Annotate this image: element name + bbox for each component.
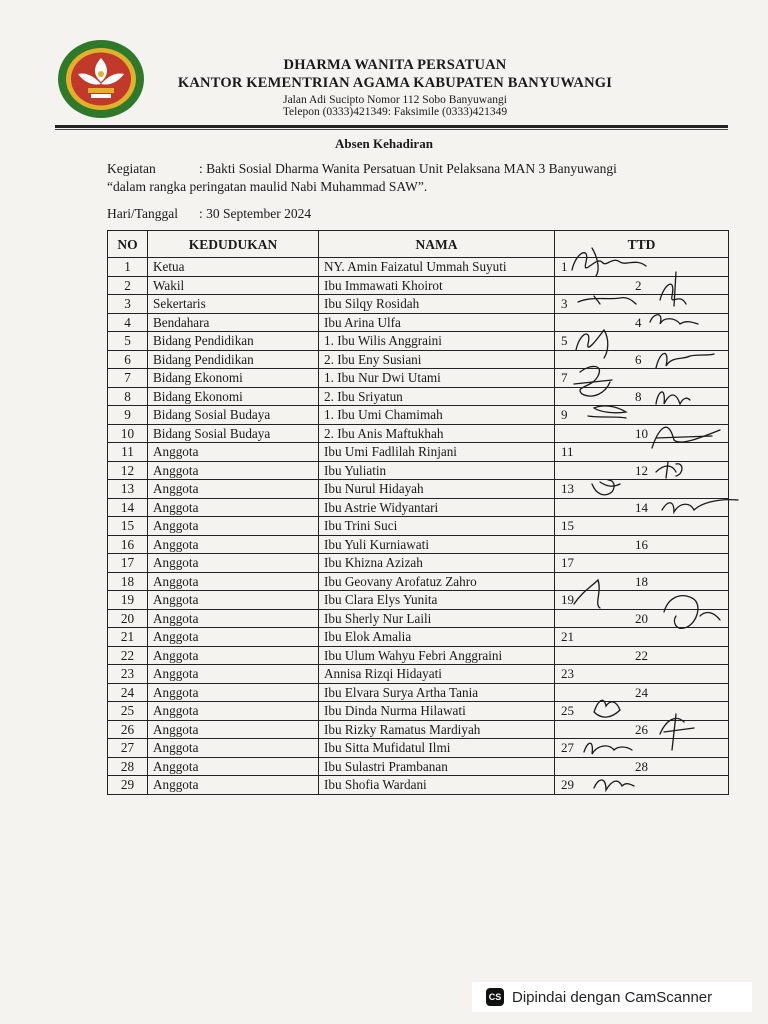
row-nama: Ibu Rizky Ramatus Mardiyah [319,720,555,739]
date-value: : 30 September 2024 [199,206,312,221]
row-no: 7 [108,369,148,388]
row-no: 2 [108,276,148,295]
row-nama: Ibu Clara Elys Yunita [319,591,555,610]
ttd-number: 20 [635,610,648,626]
row-no: 9 [108,406,148,425]
row-nama: Ibu Shofia Wardani [319,776,555,795]
ttd-number: 15 [561,518,574,533]
row-kedudukan: Anggota [148,646,319,665]
row-nama: Ibu Ulum Wahyu Febri Anggraini [319,646,555,665]
ttd-number: 17 [561,555,574,570]
table-row [108,628,729,647]
row-nama: Ibu Dinda Nurma Hilawati [319,702,555,721]
row-no: 20 [108,609,148,628]
row-ttd [555,498,729,517]
scanner-text: Dipindai dengan CamScanner [512,988,713,1006]
row-ttd [555,591,729,610]
row-nama: 2. Ibu Eny Susiani [319,350,555,369]
kegiatan-line [107,161,617,177]
row-no: 25 [108,702,148,721]
row-ttd [555,646,729,665]
table-row [108,739,729,758]
row-kedudukan: Anggota [148,609,319,628]
row-nama: NY. Amin Faizatul Ummah Suyuti [319,258,555,277]
attendance-table [107,230,729,795]
row-kedudukan: Bidang Pendidikan [148,350,319,369]
dharma-wanita-emblem-icon [56,38,146,120]
row-kedudukan: Anggota [148,535,319,554]
row-no: 21 [108,628,148,647]
row-ttd [555,739,729,758]
letterhead-divider-thin [55,129,728,130]
row-no: 22 [108,646,148,665]
row-nama: Ibu Khizna Azizah [319,554,555,573]
row-no: 1 [108,258,148,277]
row-ttd [555,554,729,573]
row-kedudukan: Anggota [148,554,319,573]
row-no: 14 [108,498,148,517]
ttd-number: 29 [561,777,574,792]
row-nama: Ibu Sherly Nur Laili [319,609,555,628]
table-row [108,258,729,277]
letterhead-divider [55,125,728,128]
row-kedudukan: Anggota [148,498,319,517]
row-ttd [555,535,729,554]
row-kedudukan: Bendahara [148,313,319,332]
row-no: 11 [108,443,148,462]
row-kedudukan: Anggota [148,443,319,462]
row-nama: Ibu Trini Suci [319,517,555,536]
table-row [108,591,729,610]
table-header-row [108,231,729,258]
table-row [108,702,729,721]
row-nama: Ibu Geovany Arofatuz Zahro [319,572,555,591]
row-nama: Ibu Immawati Khoirot [319,276,555,295]
row-ttd [555,776,729,795]
table-row [108,572,729,591]
row-kedudukan: Anggota [148,702,319,721]
ttd-number: 7 [561,370,568,385]
row-kedudukan: Anggota [148,572,319,591]
kegiatan-value: : Bakti Sosial Dharma Wanita Persatuan Unit Pelaksana MAN 3 Banyuwangi [199,161,617,176]
kegiatan-label: Kegiatan [107,161,156,176]
row-kedudukan: Anggota [148,665,319,684]
row-nama: Ibu Arina Ulfa [319,313,555,332]
ttd-number: 22 [635,647,648,663]
row-no: 16 [108,535,148,554]
row-ttd [555,276,729,295]
row-nama: 1. Ibu Nur Dwi Utami [319,369,555,388]
office-name: KANTOR KEMENTRIAN AGAMA KABUPATEN BANYUWANGI [177,75,613,91]
row-ttd [555,572,729,591]
row-kedudukan: Bidang Ekonomi [148,369,319,388]
row-kedudukan: Anggota [148,628,319,647]
row-ttd [555,424,729,443]
row-nama: Ibu Sitta Mufidatul Ilmi [319,739,555,758]
header-nama: NAMA [319,231,555,258]
table-row [108,369,729,388]
ttd-number: 5 [561,333,568,348]
row-ttd [555,609,729,628]
table-row [108,498,729,517]
row-nama: Annisa Rizqi Hidayati [319,665,555,684]
row-nama: Ibu Yuli Kurniawati [319,535,555,554]
header-kedudukan: KEDUDUKAN [148,231,319,258]
ttd-number: 28 [635,758,648,774]
table-row [108,387,729,406]
row-no: 27 [108,739,148,758]
row-nama: 1. Ibu Wilis Anggraini [319,332,555,351]
ttd-number: 3 [561,296,568,311]
table-row [108,332,729,351]
table-row [108,720,729,739]
ttd-number: 16 [635,536,648,552]
row-nama: Ibu Silqy Rosidah [319,295,555,314]
row-kedudukan: Bidang Ekonomi [148,387,319,406]
ttd-number: 12 [635,462,648,478]
row-no: 24 [108,683,148,702]
header-no: NO [108,231,148,258]
row-nama: 2. Ibu Anis Maftukhah [319,424,555,443]
row-kedudukan: Bidang Sosial Budaya [148,424,319,443]
row-nama: Ibu Nurul Hidayah [319,480,555,499]
ttd-number: 21 [561,629,574,644]
row-kedudukan: Anggota [148,461,319,480]
row-no: 19 [108,591,148,610]
table-row [108,554,729,573]
ttd-number: 8 [635,388,642,404]
ttd-number: 9 [561,407,568,422]
row-no: 23 [108,665,148,684]
ttd-number: 26 [635,721,648,737]
table-row [108,757,729,776]
row-ttd [555,757,729,776]
table-row [108,406,729,425]
row-ttd [555,258,729,277]
date-label: Hari/Tanggal [107,206,179,221]
row-kedudukan: Bidang Sosial Budaya [148,406,319,425]
row-no: 18 [108,572,148,591]
table-row [108,646,729,665]
row-ttd [555,332,729,351]
table-row [108,683,729,702]
row-kedudukan: Anggota [148,683,319,702]
ttd-number: 10 [635,425,648,441]
org-name: DHARMA WANITA PERSATUAN [283,57,507,73]
table-row [108,517,729,536]
letterhead [150,57,640,118]
ttd-number: 18 [635,573,648,589]
ttd-number: 19 [561,592,574,607]
row-kedudukan: Wakil [148,276,319,295]
row-nama: Ibu Astrie Widyantari [319,498,555,517]
row-ttd [555,443,729,462]
table-row [108,665,729,684]
row-ttd [555,683,729,702]
office-address: Jalan Adi Sucipto Nomor 112 Sobo Banyuwangi [283,94,507,106]
row-nama: Ibu Sulastri Prambanan [319,757,555,776]
table-row [108,295,729,314]
ttd-number: 27 [561,740,574,755]
table-row [108,313,729,332]
row-no: 5 [108,332,148,351]
row-no: 15 [108,517,148,536]
document-title: Absen Kehadiran [335,136,433,151]
ttd-number: 24 [635,684,648,700]
row-ttd [555,628,729,647]
row-nama: 1. Ibu Umi Chamimah [319,406,555,425]
row-ttd [555,387,729,406]
row-ttd [555,702,729,721]
row-ttd [555,313,729,332]
row-no: 29 [108,776,148,795]
row-no: 4 [108,313,148,332]
row-ttd [555,665,729,684]
row-no: 6 [108,350,148,369]
row-ttd [555,720,729,739]
table-row [108,443,729,462]
table-row [108,276,729,295]
row-kedudukan: Anggota [148,739,319,758]
row-ttd [555,350,729,369]
table-row [108,350,729,369]
ttd-number: 14 [635,499,648,515]
row-no: 10 [108,424,148,443]
row-kedudukan: Anggota [148,757,319,776]
table-row [108,480,729,499]
row-no: 13 [108,480,148,499]
ttd-number: 6 [635,351,642,367]
row-no: 8 [108,387,148,406]
row-no: 26 [108,720,148,739]
ttd-number: 2 [635,277,642,293]
row-ttd [555,295,729,314]
scanner-badge [472,982,752,1012]
row-ttd [555,406,729,425]
row-kedudukan: Anggota [148,776,319,795]
row-kedudukan: Sekertaris [148,295,319,314]
table-row [108,776,729,795]
row-ttd [555,517,729,536]
row-no: 17 [108,554,148,573]
office-phone: Telepon (0333)421349: Faksimile (0333)421349 [282,106,508,118]
row-nama: Ibu Elvara Surya Artha Tania [319,683,555,702]
table-row [108,535,729,554]
ttd-number: 11 [561,444,574,459]
row-kedudukan: Bidang Pendidikan [148,332,319,351]
row-nama: Ibu Yuliatin [319,461,555,480]
row-kedudukan: Ketua [148,258,319,277]
ttd-number: 13 [561,481,574,496]
row-no: 28 [108,757,148,776]
row-kedudukan: Anggota [148,591,319,610]
row-no: 12 [108,461,148,480]
table-row [108,609,729,628]
row-nama: 2. Ibu Sriyatun [319,387,555,406]
row-ttd [555,480,729,499]
row-kedudukan: Anggota [148,517,319,536]
row-nama: Ibu Umi Fadlilah Rinjani [319,443,555,462]
ttd-number: 25 [561,703,574,718]
kegiatan-line-2 [107,179,427,195]
table-row [108,461,729,480]
header-ttd: TTD [555,231,729,258]
ttd-number: 1 [561,259,568,274]
row-kedudukan: Anggota [148,720,319,739]
row-no: 3 [108,295,148,314]
date-line [107,206,311,222]
row-kedudukan: Anggota [148,480,319,499]
table-row [108,424,729,443]
kegiatan-value-2: “dalam rangka peringatan maulid Nabi Muhammad SAW”. [107,179,428,194]
row-nama: Ibu Elok Amalia [319,628,555,647]
row-ttd [555,461,729,480]
ttd-number: 4 [635,314,642,330]
row-ttd [555,369,729,388]
ttd-number: 23 [561,666,574,681]
camscanner-icon: CS [486,988,504,1006]
